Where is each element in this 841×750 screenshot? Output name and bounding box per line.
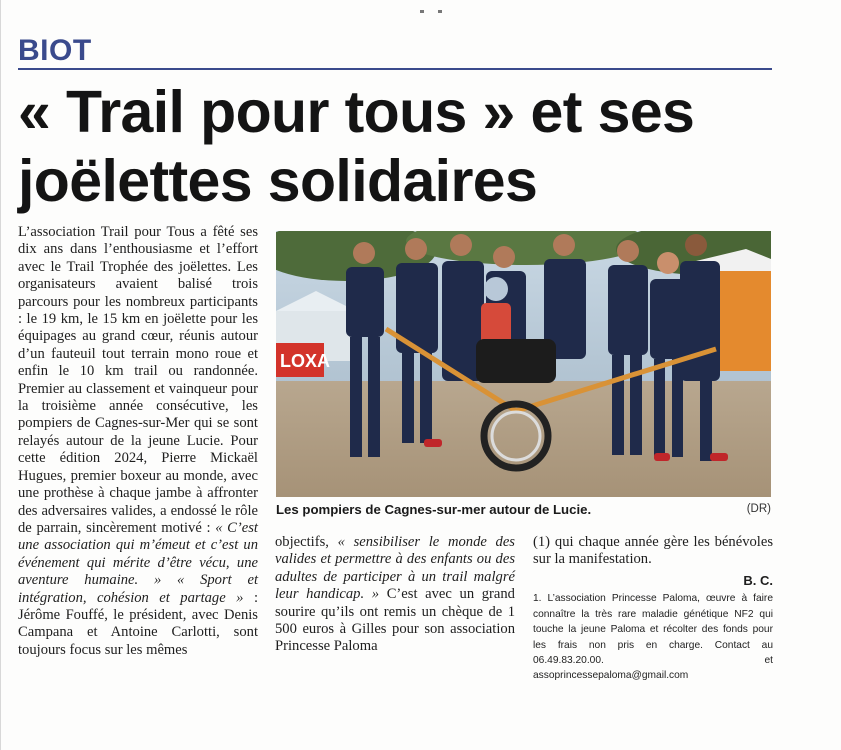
rubric-rule: [18, 68, 772, 70]
body-text: C’est avec un grand sourire qu’ils ont remis un chèque de 1 500 euros à Gilles pour son association Princesse Paloma: [275, 586, 515, 655]
article-column-2: [275, 534, 515, 656]
photo-caption-bar: [276, 502, 771, 518]
photo-illustration: [276, 231, 771, 497]
fold-mark: [420, 0, 480, 4]
footnote: 1. L’association Princesse Paloma, œuvre à faire connaître la très rare maladie génétique NF2 qui touche la jeune Paloma et récolter des fonds pour les frais non pris en charge. Contact au 06.49.83.20.00. et assoprincessepaloma@gmail.com: [533, 593, 773, 682]
objectives-quote: « sensibiliser le monde des valides et permettre à des enfants ou des adultes de participer à un trail malgré leur handicap. »: [275, 534, 515, 603]
article-photo: [276, 231, 771, 497]
body-text: objectifs,: [275, 534, 329, 550]
photo-banner-text: LOXA: [280, 351, 331, 371]
photo-credit: (DR): [746, 503, 771, 515]
article-column-1: [18, 224, 258, 659]
body-text: : Jérôme Fouffé, le président, avec Denis Campana et Antoine Carlotti, sont toujours focus sur les mêmes: [18, 589, 258, 658]
footnote-marker: (1): [533, 534, 551, 550]
body-text: qui chaque année gère les bénévoles sur la manifestation.: [533, 534, 773, 568]
article-headline: « Trail pour tous » et ses joëlettes solidaires: [18, 79, 695, 214]
author-signature: B. C.: [743, 573, 773, 588]
body-text: L’association Trail pour Tous a fêté ses dix ans dans l’enthousiasme et l’effort avec le Trail Trophée des joëlettes. Les organisateurs avaient balisé trois parcours pour les nombreux participants : le 19 km, le 15 km en joëlette pour les équipages au grand cœur, réunis autour d’un fauteuil tout terrain mono roue et enfin le 10 km trail ou randonnée. Premier au classement et vainqueur pour la troisième année consécutive, les pompiers de Cagnes-sur-Mer qui se sont relayés autour de la jeune Lucie. Pour cette édition 2024, Pierre Mickaël Hugues, premier boxeur au monde, avec une prothèse à chaque jambe à affronter des adversaires valides, a endossé le rôle de parrain, sincèrement motivé :: [18, 224, 258, 536]
article-column-3: [533, 534, 773, 684]
page-edge: [0, 0, 1, 750]
section-rubric: BIOT: [18, 34, 92, 67]
parrain-quote: « C’est une association qui m’émeut et c’est un événement qui mérite d’être vécu, une aventure humaine. » « Sport et intégration, cohésion et partage »: [18, 519, 258, 606]
photo-caption: Les pompiers de Cagnes-sur-mer autour de Lucie.: [276, 502, 592, 517]
